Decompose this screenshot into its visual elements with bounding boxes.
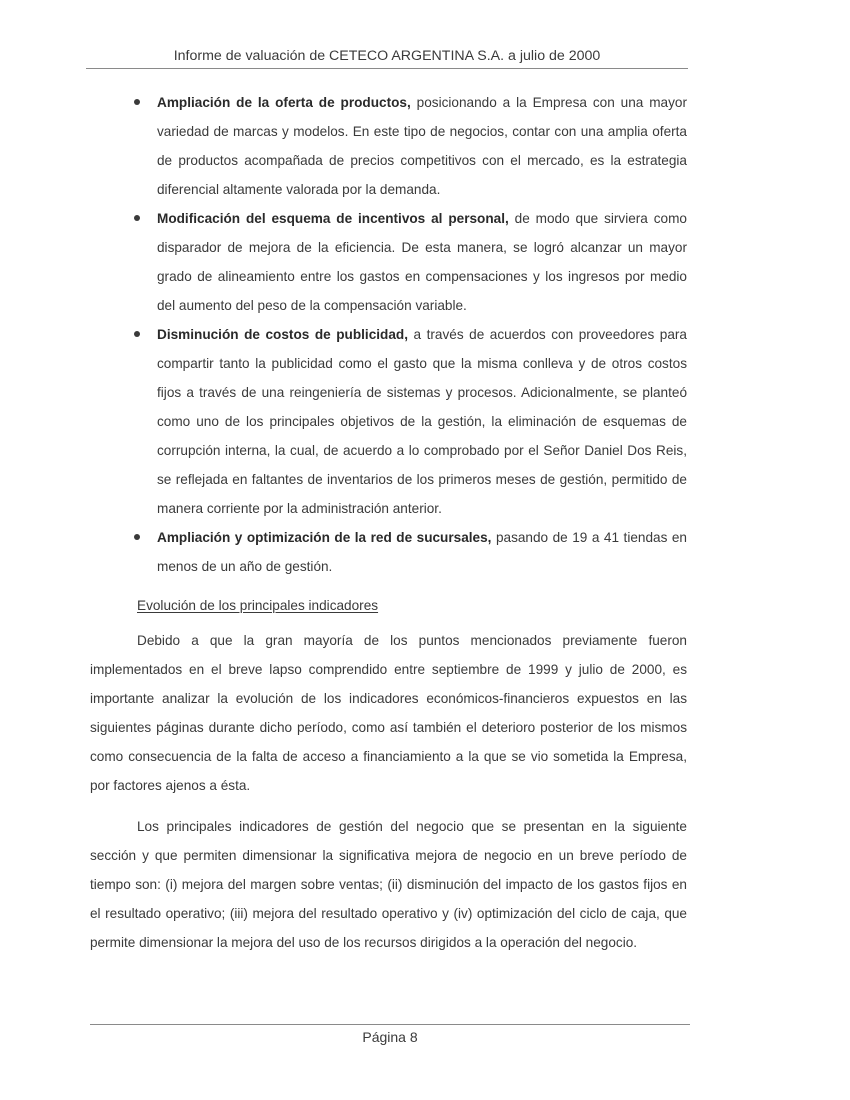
bullet-icon — [134, 99, 140, 105]
list-item — [157, 88, 687, 204]
page-header: Informe de valuación de CETECO ARGENTINA S.A. a julio de 2000 — [173, 48, 601, 64]
bullet-body-text: pasando de 19 a 41 tiendas en menos de un año de gestión. — [157, 530, 687, 574]
bullet-icon — [134, 534, 140, 540]
bullet-lead-text: Modificación del esquema de incentivos al personal, — [157, 211, 509, 226]
bullet-icon — [134, 331, 140, 337]
bullet-body-text: a través de acuerdos con proveedores para compartir tanto la publicidad como el gasto que la misma conlleva y de otros costos fijos a través de una reingeniería de sistemas y procesos. Adicionalmente, se planteó como uno de los principales objetivos de la gestión, la eliminación de esquemas de corrupción interna, la cual, de acuerdo a lo comprobado por el Señor Daniel Dos Reis, se reflejada en faltantes de inventarios de los primeros meses de gestión, permitido de manera corriente por la administración anterior. — [157, 327, 687, 516]
list-item — [157, 204, 687, 320]
footer-divider — [90, 1024, 690, 1025]
list-item — [157, 523, 687, 581]
bullet-lead-text: Ampliación y optimización de la red de sucursales, — [157, 530, 492, 545]
list-item — [157, 320, 687, 523]
section-heading: Evolución de los principales indicadores — [137, 598, 379, 613]
body-paragraph: Debido a que la gran mayoría de los puntos mencionados previamente fueron implementados en el breve lapso comprendido entre septiembre de 1999 y julio de 2000, es importante analizar la evolución de los indicadores económicos-financieros expuestos en las siguientes páginas durante dicho período, como así también el deterioro posterior de los mismos como consecuencia de la falta de acceso a financiamiento a la que se vio sometida la Empresa, por factores ajenos a ésta. — [90, 633, 687, 793]
bullet-icon — [134, 215, 140, 221]
bullet-lead-text: Ampliación de la oferta de productos, — [157, 95, 411, 110]
bullet-lead-text: Disminución de costos de publicidad, — [157, 327, 408, 342]
bullet-body-text: posicionando a la Empresa con una mayor variedad de marcas y modelos. En este tipo de negocios, contar con una amplia oferta de productos acompañada de precios competitivos con el mercado, es la estrategia diferencial altamente valorada por la demanda. — [157, 95, 687, 197]
header-divider — [86, 68, 688, 69]
bullet-body-text: de modo que sirviera como disparador de mejora de la eficiencia. De esta manera, se logró alcanzar un mayor grado de alineamiento entre los gastos en compensaciones y los ingresos por medio del aumento del peso de la compensación variable. — [157, 211, 687, 313]
page-number: Página 8 — [362, 1029, 418, 1045]
body-paragraph: Los principales indicadores de gestión del negocio que se presentan en la siguiente sección y que permiten dimensionar la significativa mejora de negocio en un breve período de tiempo son: (i) mejora del margen sobre ventas; (ii) disminución del impacto de los gastos fijos en el resultado operativo; (iii) mejora del resultado operativo y (iv) optimización del ciclo de caja, que permite dimensionar la mejora del uso de los recursos dirigidos a la operación del negocio. — [90, 819, 687, 950]
bullet-list — [157, 88, 687, 581]
